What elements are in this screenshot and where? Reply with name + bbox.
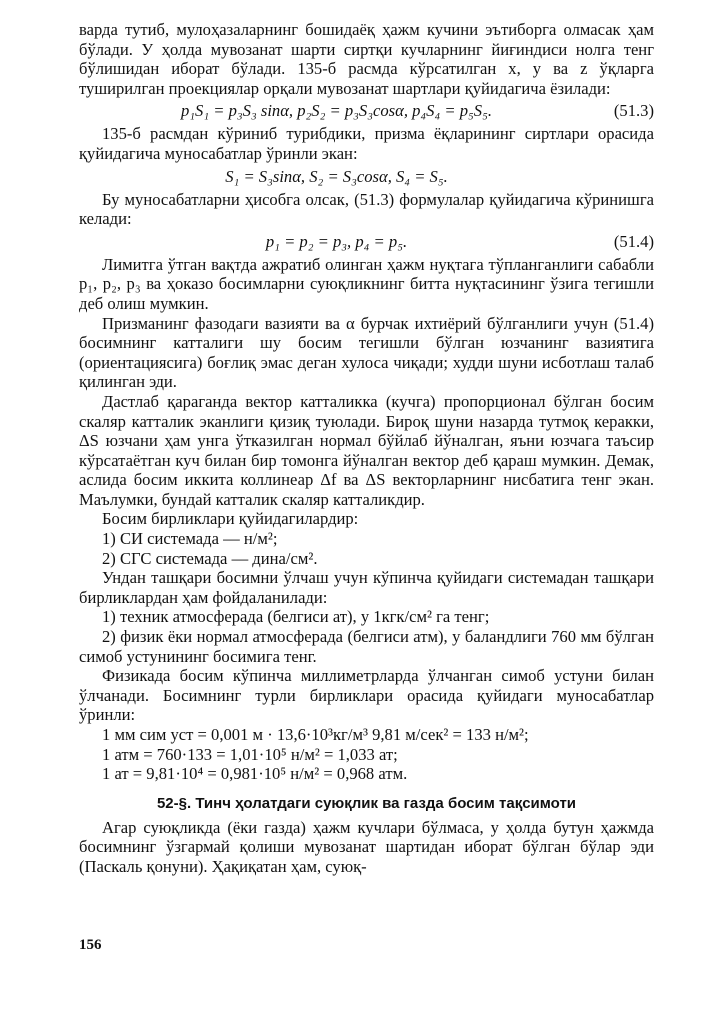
equation-areas <box>79 164 654 190</box>
equation-51-4 <box>79 229 654 255</box>
conversion-mmhg: 1 мм сим уст = 0,001 м · 13,6·10³кг/м³ 9,81 м/сек² = 133 н/м²; <box>102 725 529 744</box>
list-item-si: 1) СИ системада — н/м²; <box>102 529 278 549</box>
conversion-at: 1 ат = 9,81·10⁴ = 0,981·10⁵ н/м² = 0,968 атм. <box>102 764 408 784</box>
paragraph-extra-units: Ундан ташқари босимни ўлчаш учун кўпинча қуйидаги системадан ташқари бирликлардан ҳам фойдаланилади: <box>79 568 654 607</box>
paragraph-limit: Лимитга ўтган вақтда ажратиб олинган ҳажм нуқтага тўпланганлиги сабабли p₁, p₂, p₃ ва ҳоказо босимларни суюқликнинг битта нуқтасининг ўзига тегишли деб олиш мумкин. <box>79 254 654 313</box>
equation-51-3-number: (51.3) <box>613 101 654 121</box>
equation-51-3 <box>79 98 654 124</box>
page-number: 156 <box>79 937 102 953</box>
equation-51-4-formula: p₁ = p₂ = p₃, p₄ = p₅. <box>265 231 408 251</box>
equation-areas-formula: S₁ = S₃sinα, S₂ = S₃cosα, S₄ = S₅. <box>225 166 448 186</box>
conversion-atm: 1 атм = 760·133 = 1,01·10⁵ н/м² = 1,033 ат; <box>102 744 398 764</box>
paragraph-units-intro: Босим бирликлари қуйидагилардир: <box>102 509 359 529</box>
paragraph-scalar: Дастлаб қараганда вектор катталикка (кучга) пропорционал бўлган босим скаляр катталик эканлиги қизиқ туюлади. Бироқ шуни назарда тутмоқ керакки, ΔS юзчани ҳам унга ўтказилган нормал бўйлаб йўналган, яъни юзчага таъсир кўрсатаётган куч билан бир томонга йўналган вектор деб қараш мумкин. Демак, аслида босим иккита коллинеар Δf ва ΔS векторларнинг нисбатига тенг экан. Маълумки, бундай катталик скаляр катталикдир. <box>79 391 654 509</box>
section-title: 52-§. Тинч ҳолатдаги суюқлик ва газда босим тақсимоти <box>156 794 577 812</box>
paragraph-substitution: Бу муносабатларни ҳисобга олсак, (51.3) формулалар қуйидагича кўринишга келади: <box>79 189 654 229</box>
list-item-cgs: 2) СГС системада — дина/см². <box>102 548 318 568</box>
list-item-technical-atm: 1) техник атмосферада (белгиси ат), у 1кгк/см² га тенг; <box>102 607 490 627</box>
paragraph-prism-faces: 135-б расмдан кўриниб турибдики, призма ёқларининг сиртлари орасида қуйидагича муносабатлар ўринли экан: <box>79 124 654 163</box>
paragraph-mercury: Физикада босим кўпинча миллиметрларда ўлчанган симоб устуни билан ўлчанади. Босимнинг турли бирликлари орасида қуйидаги муносабатлар ўринли: <box>79 666 654 725</box>
equation-51-4-number: (51.4) <box>613 231 654 251</box>
paragraph-equilibrium-intro: варда тутиб, мулоҳазаларнинг бошидаёқ ҳажм кучини эътиборга олмасак ҳам бўлади. У ҳолда мувозанат шарти сиртқи кучларнинг йиғиндиси нолга тенг бўлишидан иборат бўлади. 135-б расмда кўрсатилган x, y ва z ўқларга туширилган проекциялар орқали мувозанат шартлари қуйидагича ёзилади: <box>79 20 654 98</box>
list-item-physical-atm: 2) физик ёки нормал атмосферада (белгиси атм), у баландлиги 760 мм бўлган симоб устунининг босимига тенг. <box>79 627 654 666</box>
paragraph-pascal: Агар суюқликда (ёки газда) ҳажм кучлари бўлмаса, у ҳолда бутун ҳажмда босимнинг ўзгармай қолиши мувозанат шартидан иборат бўлган бўлар эди (Паскаль қонуни). Ҳақиқатан ҳам, суюқ- <box>79 817 654 876</box>
equation-51-3-formula: p₁S₁ = p₃S₃ sinα, p₂S₂ = p₃S₃cosα, p₄S₄ = p₅S₅. <box>180 101 493 121</box>
paragraph-orientation: Призманинг фазодаги вазияти ва α бурчак ихтиёрий бўлганлиги учун (51.4) босимнинг катталиги шу босим тегишли бўлган юзчанинг вазиятига (ориентациясига) боғлиқ эмас деган хулоса чиқади; худди шуни исботлаш талаб қилинган эди. <box>79 313 654 392</box>
